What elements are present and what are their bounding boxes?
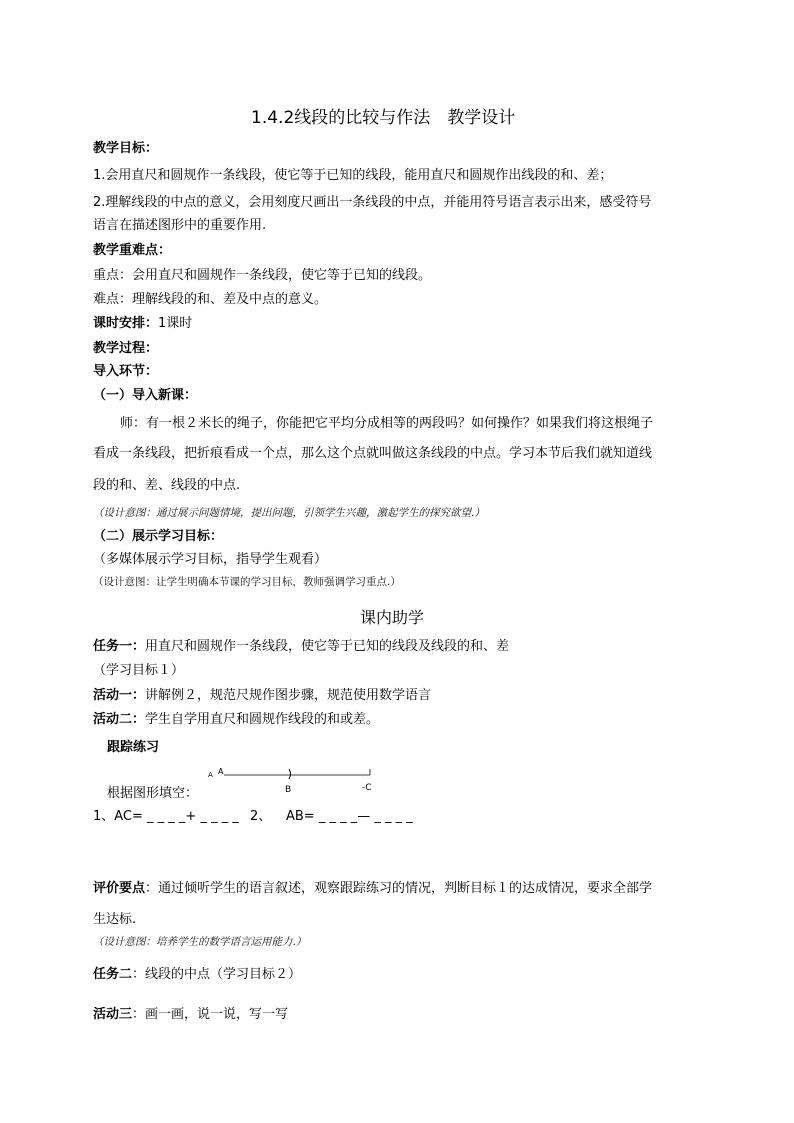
goal-item-1: 1.会用直尺和圆规作一条线段，使它等于已知的线段，能用直尺和圆规作出线段的和、差； [93, 168, 613, 183]
task1-text: 用直尺和圆规作一条线段，使它等于已知的线段及线段的和、差 [145, 639, 510, 654]
activity1 [93, 687, 431, 705]
activity2-label: 活动二： [93, 712, 146, 727]
page-title: 1.4.2线段的比较与作法 教学设计 [251, 108, 516, 128]
practice-question-2-number: 2、 [250, 809, 272, 824]
task1-goal: （学习目标１） [93, 663, 185, 678]
schedule-label: 课时安排： [93, 316, 159, 331]
segment-figure [205, 760, 385, 800]
point-b-label: B [285, 785, 292, 795]
activity2-text: 学生自学用直尺和圆规作线段的和或差。 [145, 712, 380, 727]
compass-arc-b [289, 769, 291, 779]
practice-prompt: 根据图形填空： [107, 786, 199, 801]
activity3-label: 活动三 [93, 1007, 133, 1022]
activity2 [93, 711, 379, 729]
activity3 [93, 1006, 288, 1024]
process-heading: 教学过程： [93, 341, 159, 356]
evaluation-design-note: （设计意图：培养学生的数学语言运用能力.） [93, 936, 307, 948]
activity1-label: 活动一： [93, 688, 146, 703]
intro-heading: 导入环节： [93, 364, 159, 379]
activity3-text: ：画一画，说一说，写一写 [132, 1007, 289, 1022]
practice-question-2: AB= _ _ _ _— _ _ _ _ [286, 809, 413, 824]
evaluation-text: ：通过倾听学生的语言叙述，观察跟踪练习的情况，判断目标１的达成情况，要求全部学 [145, 881, 653, 896]
schedule-value: 1课时 [158, 316, 193, 331]
task2-label: 任务二 [93, 967, 133, 982]
task1-label: 任务一： [93, 639, 146, 654]
activity1-text: 讲解例２，规范尺规作图步骤，规范使用数学语言 [145, 688, 432, 703]
section-title: 课内助学 [360, 608, 425, 627]
focus-point: 重点：会用直尺和圆规作一条线段，使它等于已知的线段。 [93, 268, 432, 283]
point-a-label: A [218, 767, 224, 776]
part1-heading: （一）导入新课： [93, 388, 198, 403]
difficulty-point: 难点：理解线段的和、差及中点的意义。 [93, 292, 328, 307]
practice-question-1: 1、AC= _ _ _ _+ _ _ _ _ [93, 809, 239, 824]
evaluation-line-1 [93, 880, 652, 898]
key-points-heading: 教学重难点： [93, 243, 172, 258]
part2-line-1: （多媒体展示学习目标，指导学生观看） [93, 552, 328, 567]
evaluation-line-2: 生达标. [93, 912, 137, 927]
task1 [93, 638, 509, 656]
task2 [93, 966, 301, 984]
part2-heading: （二）展示学习目标： [93, 529, 224, 544]
part2-design-note: （设计意图：让学生明确本节课的学习目标，教师强调学习重点.） [93, 576, 401, 588]
part1-line-2: 看成一条线段，把折痕看成一个点，那么这个点就叫做这条线段的中点。学习本节后我们就知道线 [93, 446, 653, 461]
evaluation-label: 评价要点 [93, 881, 146, 896]
point-a-small-label: A [208, 771, 213, 779]
part1-line-3: 段的和、差、线段的中点. [93, 478, 241, 493]
practice-heading: 跟踪练习 [107, 740, 160, 755]
goal-item-2-line-2: 语言在描述图形中的重要作用. [93, 218, 267, 233]
part1-line-1: 师：有一根２米长的绳子，你能把它平均分成相等的两段吗？如何操作？如果我们将这根绳子 [120, 416, 654, 431]
schedule [93, 315, 192, 333]
part1-design-note: （设计意图：通过展示问题情境，提出问题，引领学生兴趣，激起学生的探究欲望.） [93, 507, 485, 519]
goal-item-2-line-1: 2.理解线段的中点的意义，会用刻度尺画出一条线段的中点，并能用符号语言表示出来，感受符号 [93, 195, 652, 210]
task2-text: ：线段的中点（学习目标２） [132, 967, 302, 982]
goals-heading: 教学目标： [93, 141, 159, 156]
point-c-label: -C [362, 783, 372, 793]
